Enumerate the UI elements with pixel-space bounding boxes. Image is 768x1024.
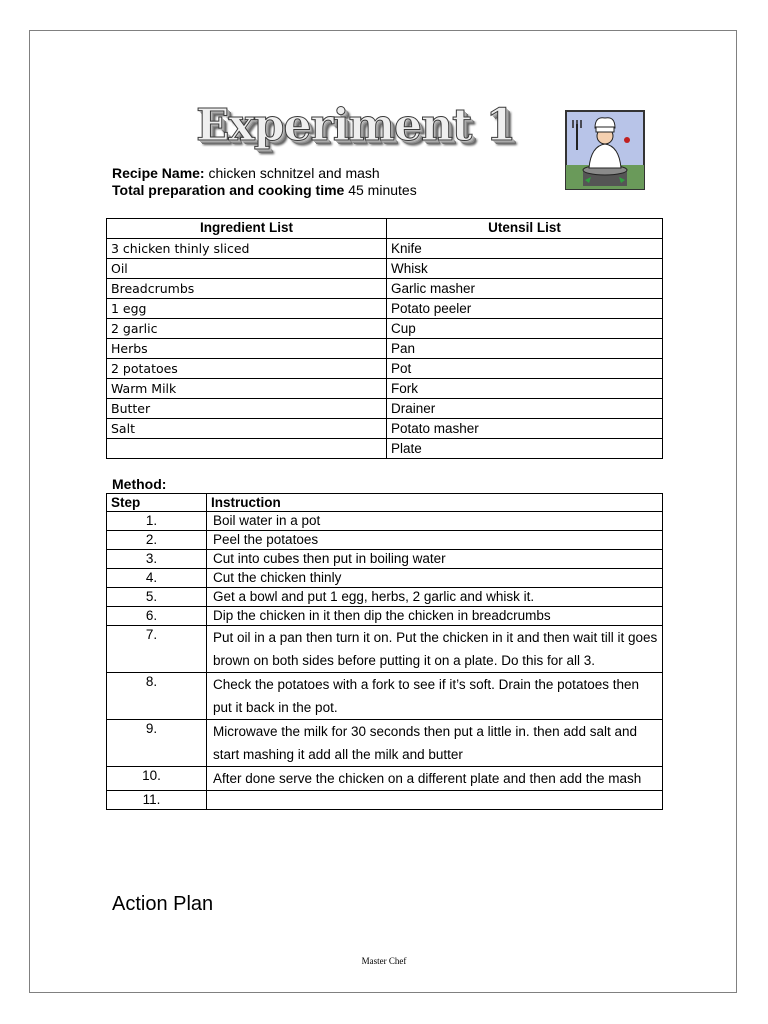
ingredient-cell: Butter [107, 399, 387, 419]
table-row [107, 626, 663, 673]
utensil-cell: Drainer [387, 399, 663, 419]
table-row [107, 673, 663, 720]
instruction-cell: Microwave the milk for 30 seconds then put a little in. then add salt and start mashing it add all the milk and butter [207, 720, 663, 767]
step-header: Step [107, 494, 207, 512]
step-number: 5. [107, 588, 207, 607]
ingredient-cell: 1 egg [107, 299, 387, 319]
table-row [107, 419, 663, 439]
table-row [107, 512, 663, 531]
step-number: 9. [107, 720, 207, 767]
chef-clipart-icon [565, 110, 645, 190]
utensil-cell: Pan [387, 339, 663, 359]
table-row [107, 359, 663, 379]
ingredient-cell: 2 potatoes [107, 359, 387, 379]
utensil-cell: Knife [387, 239, 663, 259]
step-number: 1. [107, 512, 207, 531]
step-number: 8. [107, 673, 207, 720]
utensil-cell: Cup [387, 319, 663, 339]
utensil-cell: Fork [387, 379, 663, 399]
ingredient-list-header: Ingredient List [107, 219, 387, 239]
table-header-row [107, 494, 663, 512]
ingredient-cell: 3 chicken thinly sliced [107, 239, 387, 259]
table-row [107, 439, 663, 459]
instruction-cell: After done serve the chicken on a different plate and then add the mash [207, 767, 663, 791]
table-row [107, 531, 663, 550]
recipe-name-label: Recipe Name: [112, 165, 205, 181]
ingredient-utensil-table [106, 218, 663, 459]
ingredient-cell: Oil [107, 259, 387, 279]
utensil-cell: Potato masher [387, 419, 663, 439]
instruction-header: Instruction [207, 494, 663, 512]
instruction-cell: Check the potatoes with a fork to see if it’s soft. Drain the potatoes then put it back in the pot. [207, 673, 663, 720]
table-row [107, 399, 663, 419]
utensil-cell: Plate [387, 439, 663, 459]
step-number: 10. [107, 767, 207, 791]
ingredient-cell: 2 garlic [107, 319, 387, 339]
ingredient-cell: Salt [107, 419, 387, 439]
ingredient-cell: Breadcrumbs [107, 279, 387, 299]
table-row [107, 569, 663, 588]
instruction-cell: Cut into cubes then put in boiling water [207, 550, 663, 569]
step-number: 6. [107, 607, 207, 626]
ingredient-cell: Herbs [107, 339, 387, 359]
instruction-cell: Put oil in a pan then turn it on. Put the chicken in it and then wait till it goes brown on both sides before putting it on a plate. Do this for all 3. [207, 626, 663, 673]
instruction-cell: Cut the chicken thinly [207, 569, 663, 588]
instruction-cell: Dip the chicken in it then dip the chicken in breadcrumbs [207, 607, 663, 626]
table-row [107, 339, 663, 359]
utensil-list-header: Utensil List [387, 219, 663, 239]
table-row [107, 279, 663, 299]
table-row [107, 791, 663, 810]
table-row [107, 379, 663, 399]
utensil-cell: Whisk [387, 259, 663, 279]
wordart-title: Experiment 1 [196, 100, 516, 151]
method-label: Method: [112, 476, 167, 492]
total-time-label: Total preparation and cooking time [112, 182, 345, 198]
utensil-cell: Potato peeler [387, 299, 663, 319]
step-number: 4. [107, 569, 207, 588]
instruction-cell [207, 791, 663, 810]
action-plan-heading: Action Plan [112, 893, 214, 915]
table-row [107, 588, 663, 607]
table-row [107, 299, 663, 319]
total-time-value: 45 minutes [348, 182, 417, 198]
instruction-cell: Boil water in a pot [207, 512, 663, 531]
utensil-cell: Garlic masher [387, 279, 663, 299]
table-header-row [107, 219, 663, 239]
method-table [106, 493, 663, 810]
total-time-line [112, 182, 417, 199]
table-row [107, 239, 663, 259]
instruction-cell: Get a bowl and put 1 egg, herbs, 2 garlic and whisk it. [207, 588, 663, 607]
footer-text: Master Chef [361, 956, 407, 966]
ingredient-cell: Warm Milk [107, 379, 387, 399]
table-row [107, 319, 663, 339]
recipe-name-value: chicken schnitzel and mash [208, 165, 380, 181]
table-row [107, 767, 663, 791]
step-number: 7. [107, 626, 207, 673]
step-number: 2. [107, 531, 207, 550]
ingredient-cell [107, 439, 387, 459]
utensil-cell: Pot [387, 359, 663, 379]
step-number: 3. [107, 550, 207, 569]
table-row [107, 259, 663, 279]
recipe-name-line [112, 165, 380, 182]
step-number: 11. [107, 791, 207, 810]
table-row [107, 607, 663, 626]
table-row [107, 550, 663, 569]
table-row [107, 720, 663, 767]
instruction-cell: Peel the potatoes [207, 531, 663, 550]
